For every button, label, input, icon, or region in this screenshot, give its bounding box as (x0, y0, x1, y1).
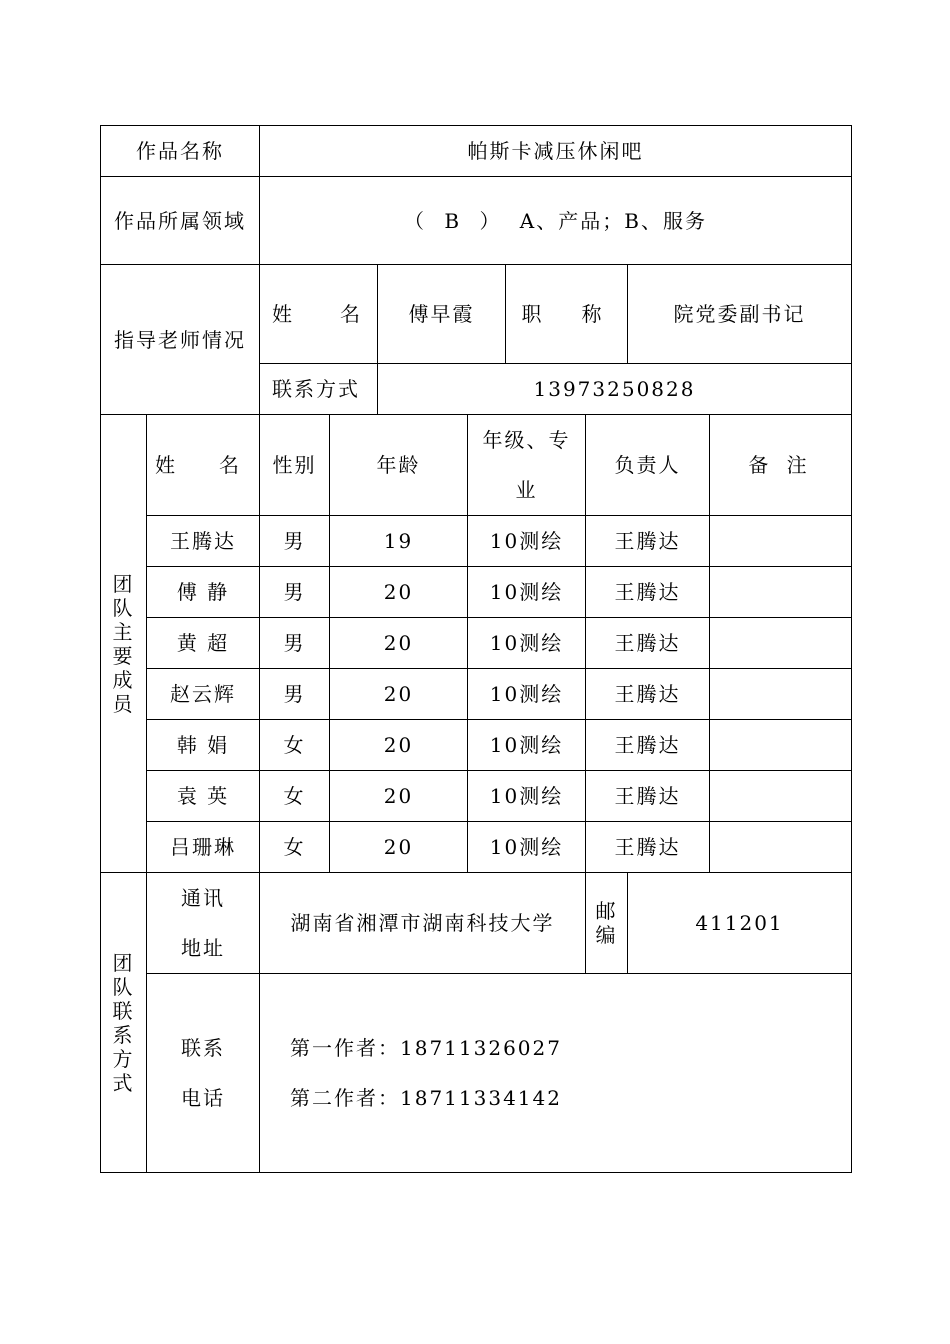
member-gender: 男 (260, 516, 330, 567)
team-header-gender: 性别 (260, 415, 330, 516)
member-age: 20 (330, 567, 468, 618)
member-grade: 10测绘 (468, 822, 586, 873)
team-section-char: 员 (112, 691, 135, 716)
work-name-row (101, 126, 852, 177)
team-section-char: 主 (112, 619, 135, 644)
team-section-char: 团 (112, 571, 135, 596)
member-name: 傅 静 (147, 567, 260, 618)
address-label-line1: 通讯 (181, 886, 225, 910)
contact-section-label (101, 873, 147, 1173)
member-note (710, 720, 852, 771)
member-gender: 女 (260, 771, 330, 822)
table-row (101, 822, 852, 873)
team-section-char: 要 (112, 643, 135, 668)
phone-label-line2: 电话 (181, 1086, 225, 1110)
advisor-section-label: 指导老师情况 (101, 265, 260, 415)
table-row (101, 771, 852, 822)
member-leader: 王腾达 (586, 516, 710, 567)
contact-section-char: 式 (112, 1070, 135, 1095)
member-age: 20 (330, 618, 468, 669)
phone-label (147, 974, 260, 1173)
member-leader: 王腾达 (586, 567, 710, 618)
address-value: 湖南省湘潭市湖南科技大学 (260, 873, 586, 974)
member-leader: 王腾达 (586, 669, 710, 720)
member-gender: 女 (260, 822, 330, 873)
member-age: 19 (330, 516, 468, 567)
phone-first-author: 第一作者：18711326027 (290, 1036, 562, 1060)
application-form-table (100, 125, 852, 1173)
member-grade: 10测绘 (468, 720, 586, 771)
phone-values (260, 974, 852, 1173)
member-note (710, 669, 852, 720)
member-age: 20 (330, 720, 468, 771)
table-row (101, 669, 852, 720)
member-name: 王腾达 (147, 516, 260, 567)
team-header-row (101, 415, 852, 516)
team-header-grade (468, 415, 586, 516)
member-name: 韩 娟 (147, 720, 260, 771)
work-name-label: 作品名称 (101, 126, 260, 177)
member-name: 赵云辉 (147, 669, 260, 720)
member-grade: 10测绘 (468, 771, 586, 822)
member-name: 吕珊琳 (147, 822, 260, 873)
contact-section-char: 团 (112, 950, 135, 975)
contact-section-char: 队 (112, 974, 135, 999)
member-gender: 男 (260, 669, 330, 720)
team-header-name: 姓 名 (147, 415, 260, 516)
phone-row (101, 974, 852, 1173)
member-note (710, 822, 852, 873)
work-name-value: 帕斯卡减压休闲吧 (260, 126, 852, 177)
member-grade: 10测绘 (468, 618, 586, 669)
table-row (101, 618, 852, 669)
team-header-age: 年龄 (330, 415, 468, 516)
member-age: 20 (330, 669, 468, 720)
member-age: 20 (330, 771, 468, 822)
advisor-contact-value: 13973250828 (378, 364, 852, 415)
address-label (147, 873, 260, 974)
member-gender: 女 (260, 720, 330, 771)
member-grade: 10测绘 (468, 516, 586, 567)
member-leader: 王腾达 (586, 618, 710, 669)
member-leader: 王腾达 (586, 822, 710, 873)
member-leader: 王腾达 (586, 771, 710, 822)
address-row (101, 873, 852, 974)
work-field-row (101, 177, 852, 265)
team-header-grade-line1: 年级、专 (482, 428, 571, 452)
contact-section-char: 系 (112, 1022, 135, 1047)
table-row (101, 567, 852, 618)
table-row (101, 720, 852, 771)
team-section-label (101, 415, 147, 873)
advisor-title-value: 院党委副书记 (628, 265, 852, 364)
team-header-leader: 负责人 (586, 415, 710, 516)
member-name: 袁 英 (147, 771, 260, 822)
contact-section-char: 方 (112, 1046, 135, 1071)
postcode-label: 邮编 (586, 873, 628, 974)
table-row (101, 516, 852, 567)
member-gender: 男 (260, 567, 330, 618)
phone-second-author: 第二作者：18711334142 (290, 1086, 562, 1110)
member-note (710, 516, 852, 567)
advisor-contact-label: 联系方式 (260, 364, 378, 415)
member-name: 黄 超 (147, 618, 260, 669)
team-section-char: 成 (112, 667, 135, 692)
team-section-char: 队 (112, 595, 135, 620)
work-field-value: （ B ） A、产品；B、服务 (260, 177, 852, 265)
member-age: 20 (330, 822, 468, 873)
team-header-grade-line2: 业 (515, 478, 538, 502)
postcode-value: 411201 (628, 873, 852, 974)
contact-section-char: 联 (112, 998, 135, 1023)
member-note (710, 618, 852, 669)
member-leader: 王腾达 (586, 720, 710, 771)
address-label-line2: 地址 (181, 936, 225, 960)
phone-label-line1: 联系 (181, 1036, 225, 1060)
work-field-label: 作品所属领域 (101, 177, 260, 265)
member-gender: 男 (260, 618, 330, 669)
advisor-name-value: 傅早霞 (378, 265, 506, 364)
member-grade: 10测绘 (468, 567, 586, 618)
advisor-row (101, 265, 852, 364)
team-header-note: 备 注 (710, 415, 852, 516)
member-grade: 10测绘 (468, 669, 586, 720)
advisor-name-label: 姓 名 (260, 265, 378, 364)
advisor-title-label: 职 称 (506, 265, 628, 364)
member-note (710, 771, 852, 822)
member-note (710, 567, 852, 618)
